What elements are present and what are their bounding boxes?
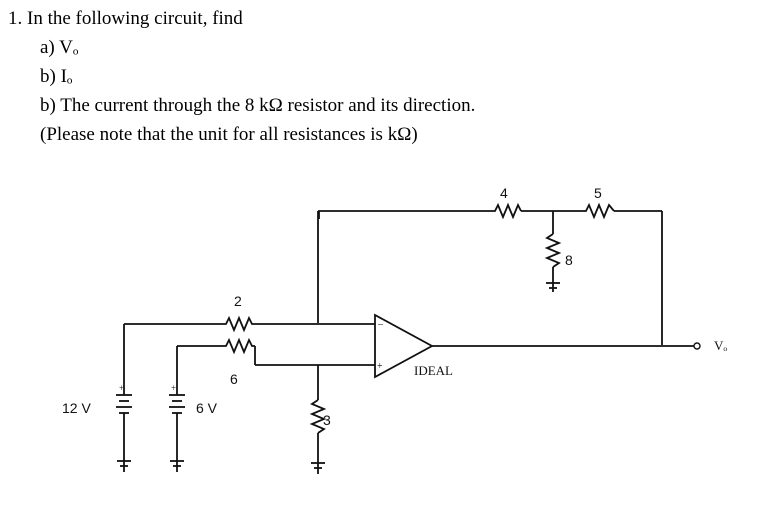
label-12v: 12 V [62, 400, 91, 416]
problem-line-3: b) Iₒ [40, 66, 73, 87]
resistor-8k [547, 211, 559, 283]
wire-output [432, 343, 700, 349]
ground-8k [546, 283, 560, 292]
opamp-minus-sign: – [378, 319, 383, 330]
feedback-wire-top [318, 211, 490, 323]
label-2k: 2 [234, 293, 242, 309]
problem-line-1: 1. In the following circuit, find [8, 8, 243, 29]
resistor-2k [222, 318, 255, 330]
label-6k: 6 [230, 371, 238, 387]
opamp-label: IDEAL [414, 363, 453, 378]
ground-3k [311, 463, 325, 474]
wire-6v [177, 346, 222, 395]
resistor-5k [583, 205, 614, 217]
problem-line-4: b) The current through the 8 kΩ resistor and its direction. [40, 95, 476, 116]
battery-6v-plus: + [171, 383, 177, 393]
wire-output-feedback [614, 211, 662, 345]
resistor-6k [222, 340, 255, 352]
label-3k: 3 [323, 412, 331, 428]
opamp-plus-sign: + [377, 361, 383, 372]
battery-12v-plus: + [119, 383, 125, 393]
battery-6v [169, 395, 185, 472]
label-6v: 6 V [196, 400, 218, 416]
problem-line-5: (Please note that the unit for all resistances is kΩ) [40, 124, 418, 145]
battery-12v [116, 395, 132, 472]
resistor-4k [490, 205, 521, 217]
label-5k: 5 [594, 185, 602, 201]
output-label: Vₒ [714, 338, 728, 353]
label-4k: 4 [500, 185, 508, 201]
problem-line-2: a) Vₒ [40, 37, 79, 58]
label-8k: 8 [565, 252, 573, 268]
